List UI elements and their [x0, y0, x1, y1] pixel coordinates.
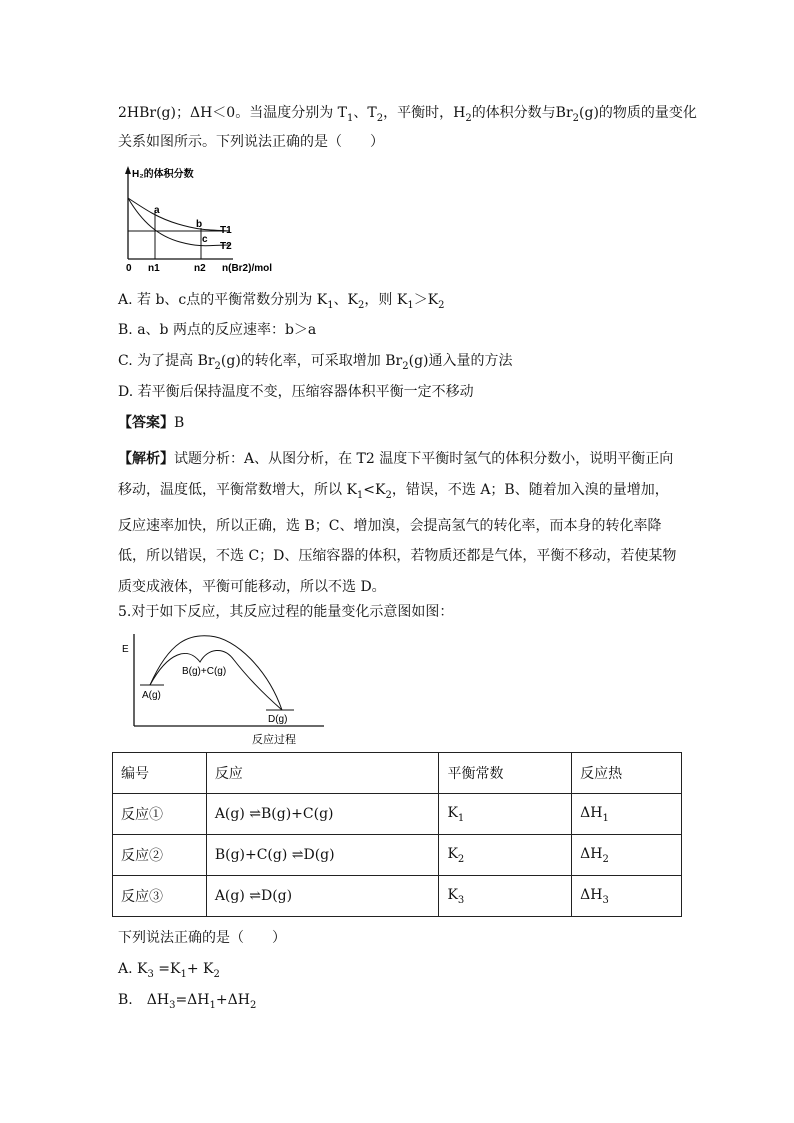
answer-value: B: [174, 415, 185, 431]
reaction-table: [112, 752, 682, 917]
label-BC: B(g)+C(g): [182, 666, 227, 677]
label-T1: T1: [220, 225, 232, 236]
y-axis-label: H₂的体积分数: [132, 169, 194, 180]
x-axis-label: n(Br2)/mol: [222, 263, 272, 274]
label-D: D(g): [268, 714, 288, 725]
label-A: A(g): [142, 690, 161, 701]
table-row: 反应③ A(g) ⇌D(g) $K_3$ $\Delta H_3$: [113, 876, 682, 917]
point-b: b: [196, 219, 203, 230]
point-c: c: [202, 234, 208, 245]
option-1C: C. 为了提高 $Br_2(g)$的转化率，可采取增加 $Br_2(g)$通入量的方法: [118, 353, 513, 372]
n2-label: n2: [194, 263, 206, 274]
option-1D: D. 若平衡后保持温度不变，压缩容器体积平衡一定不移动: [118, 384, 474, 400]
intro-line2: 关系如图所示。下列说法正确的是（ ）: [118, 134, 384, 150]
curve-T2: [128, 198, 230, 246]
label-T2: T2: [220, 241, 232, 252]
x-axis-label: 反应过程: [252, 734, 296, 746]
intro-line1: 2HBr(g)；ΔH＜0。当温度分别为 $T_1$、$T_2$，平衡时，$H_2$的体积分数与$Br_2(g)$的物质的量变化: [118, 105, 697, 124]
option-1B: B. a、b 两点的反应速率：b＞a: [118, 322, 317, 338]
origin-label: 0: [126, 263, 132, 274]
table-row: 反应① A(g) ⇌B(g)+C(g) $K_1$ $\Delta H_1$: [113, 794, 682, 835]
table-header-row: [113, 753, 682, 794]
equilibrium-graph: [118, 162, 298, 277]
curve-T1: [128, 198, 230, 231]
header-constant: 平衡常数: [439, 753, 572, 794]
point-a: a: [154, 205, 160, 216]
n1-label: n1: [148, 263, 160, 274]
e-axis-label: E: [122, 644, 129, 655]
two-step-curve: [150, 650, 282, 710]
energy-diagram: [118, 630, 328, 748]
option-5A: A. $K_3 =K_1+ K_2$: [118, 961, 220, 980]
header-id: 编号: [113, 753, 207, 794]
question-5-stem: 5.对于如下反应，其反应过程的能量变化示意图如图：: [118, 604, 454, 620]
option-5B: B. $\Delta H_3=\Delta H_1+\Delta H_2$: [118, 992, 257, 1011]
analysis-tag: 【解析】: [118, 451, 174, 467]
question-5-prompt: 下列说法正确的是（ ）: [118, 930, 286, 946]
answer-line: [118, 413, 184, 433]
table-row: 反应② B(g)+C(g) ⇌D(g) $K_2$ $\Delta H_2$: [113, 835, 682, 876]
header-heat: 反应热: [572, 753, 682, 794]
answer-tag: 【答案】: [118, 415, 174, 431]
analysis-paragraph: 【解析】试题分析：A、从图分析，在 T2 温度下平衡时氢气的体积分数小，说明平衡正向移动，温度低，平衡常数增大，所以 $K_1<K_2$，错误，不选 A；B、随着加入溴的量增加，反应速率加快，所以正确，选 B；C、增加溴，会提高氢气的转化率，而本身的转化率降低，所以错误，不选 C；D、压缩容器的体积，若物质还都是气体，平衡不移动，若使某物质变成液体，平衡可能移动，所以不选 D。: [118, 451, 677, 595]
option-1A: A. 若 b、c点的平衡常数分别为 $K_1$、$K_2$，则 $K_1>K_2$: [118, 292, 445, 311]
header-reaction: 反应: [206, 753, 439, 794]
